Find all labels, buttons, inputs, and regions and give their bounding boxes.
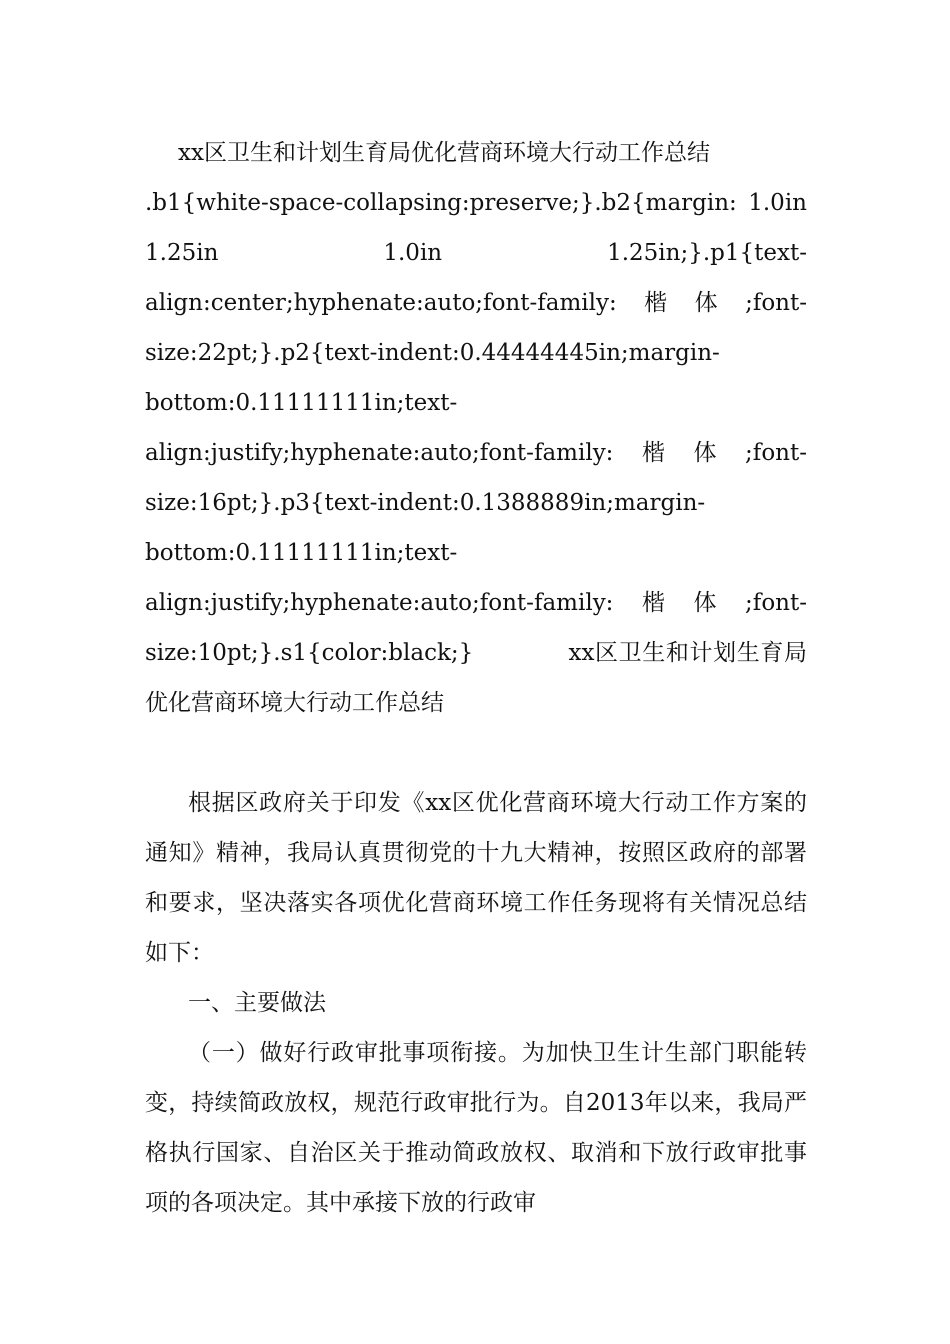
repeated-title: xx区卫生和计划生育局优化营商环境大行动工作总结	[145, 640, 807, 716]
css-code-text: .b1{white-space-collapsing:preserve;}.b2{margin: 1.0in 1.25in 1.0in 1.25in;}.p1{text-align:center;hyphenate:auto;font-family:楷体;font-size:22pt;}.p2{text-indent:0.44444445in;margin-bottom:0.11111111in;text-align:justify;hyphenate:auto;font-family:楷体;font-size:16pt;}.p3{text-indent:0.1388889in;margin-bottom:0.11111111in;text-align:justify;hyphenate:auto;font-family:楷体;font-size:10pt;}.s1{color:black;}	[145, 190, 807, 666]
intro-paragraph: 根据区政府关于印发《xx区优化营商环境大行动工作方案的通知》精神，我局认真贯彻党的十九大精神，按照区政府的部署和要求，坚决落实各项优化营商环境工作任务现将有关情况总结如下：	[145, 790, 807, 966]
body-paragraph: （一）做好行政审批事项衔接。为加快卫生计生部门职能转变，持续简政放权，规范行政审批行为。自2013年以来，我局严格执行国家、自治区关于推动简政放权、取消和下放行政审批事项的各项决定。其中承接下放的行政审	[145, 1040, 807, 1216]
document-title: xx区卫生和计划生育局优化营商环境大行动工作总结	[178, 140, 710, 166]
document-body	[145, 128, 807, 1228]
spacer	[145, 728, 807, 778]
section-heading: 一、主要做法	[188, 990, 326, 1016]
embedded-style-text	[145, 178, 807, 728]
